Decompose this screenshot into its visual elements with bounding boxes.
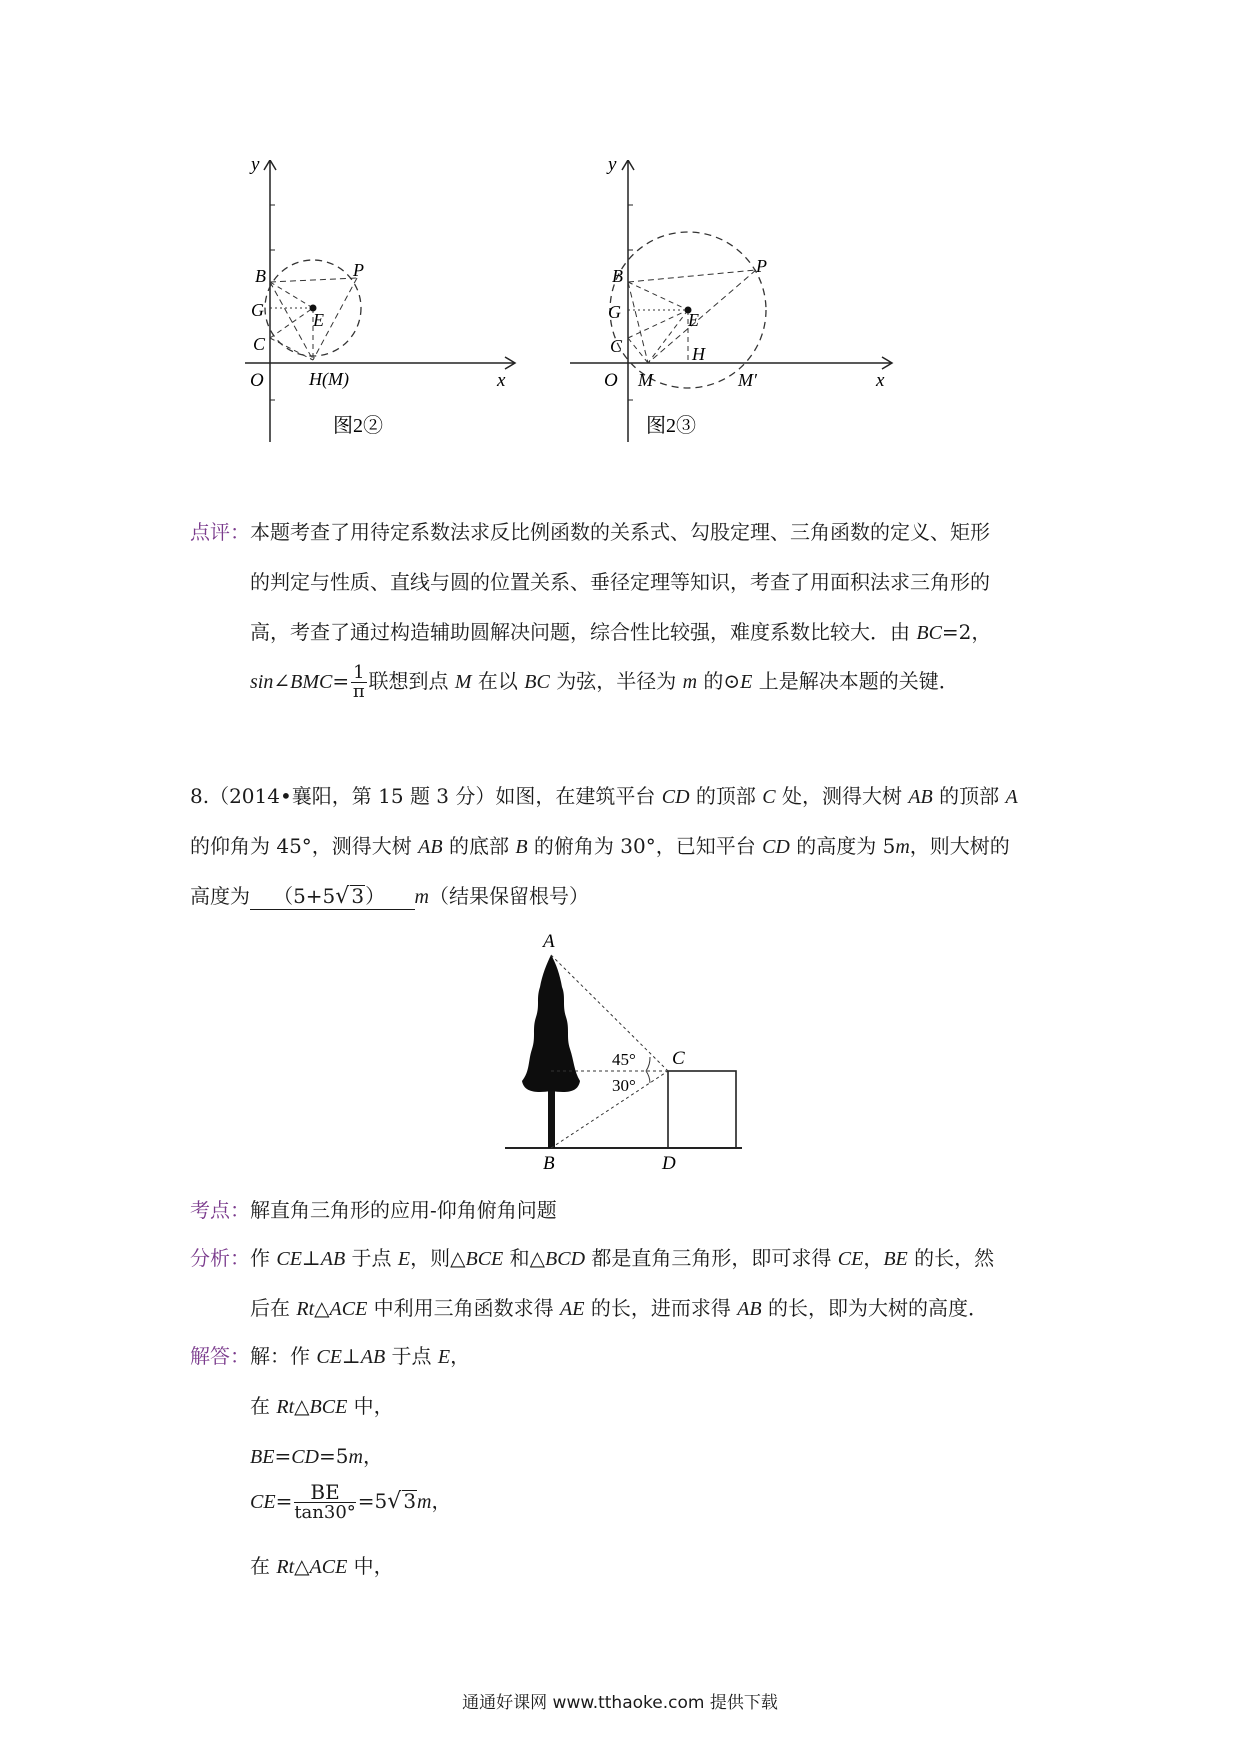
jieda-line-1: 解答：解：作 CE⊥AB 于点 E， [190,1344,471,1368]
jieda-line-3: BE=CD=5m， [250,1444,383,1468]
fig23-label-M: M [638,370,653,390]
kaodian-line: 考点：解直角三角形的应用-仰角俯角问题 [190,1198,557,1222]
fig23-label-O: O [604,370,618,391]
fig23-label-x: x [876,370,885,391]
jieda-line-2: 在 Rt△BCE 中， [250,1394,394,1418]
fig23-label-B: B [612,266,623,286]
fig22-caption: 图2② [333,415,383,437]
fig22-label-x: x [497,370,506,391]
fig22-BP [270,278,357,282]
fenxi-line-1: 分析：作 CE⊥AB 于点 E，则△BCE 和△BCD 都是直角三角形，即可求得 CE，BE 的长，然 [190,1246,995,1270]
tree-trunk [548,1085,555,1148]
figure-2-2 [245,160,520,450]
q8-line-1: 8.（2014•襄阳，第 15 题 3 分）如图，在建筑平台 CD 的顶部 C 处，测得大树 AB 的顶部 A [190,784,1018,808]
tree-label-B: B [543,1153,555,1174]
q8-line-3: 高度为 （5+5√ 3） m（结果保留根号） [190,884,589,909]
jieda-label: 解答 [190,1344,230,1368]
fig23-label-y: y [608,160,617,175]
review-label: 点评 [190,520,230,544]
fig23-label-P: P [756,256,767,276]
fig23-label-G: G [608,302,621,322]
review-line-4: sin∠BMC= $\frac{1}{\pi}$ 联想到点 M 在以 BC 为弦，半径为 m 的⊙E 上是解决本题的关键． [250,662,959,702]
fenxi-line-2: 后在 Rt△ACE 中利用三角函数求得 AE 的长，进而求得 AB 的长，即为大树的高度． [250,1296,988,1320]
sqrt-icon: √ [335,884,350,909]
figure-2-2-svg [245,160,520,450]
review-fraction: $\frac{1}{\pi}$ [352,662,365,702]
figure-2-3 [560,160,900,450]
tree-figure-svg [500,925,760,1175]
kaodian-label: 考点 [190,1198,230,1222]
fig23-label-E: E [688,310,699,330]
page-footer: 通通好课网 www.tthaoke.com 提供下载 [462,1693,778,1713]
platform-CD [668,1071,736,1148]
q8-answer-blank: （5+5√ 3） [250,884,415,910]
fig22-label-O: O [250,370,264,391]
tree-label-D: D [662,1153,676,1174]
fig22-label-B: B [255,266,266,286]
tree-angle-45: 45° [612,1050,636,1069]
fig22-label-G: G [251,300,264,320]
tree-angle-30: 30° [612,1076,636,1095]
fig23-label-C: C [610,336,623,356]
jieda-line-4: CE= $\frac{BE}{\tan 30^\circ}$ =5√ 3m， [250,1480,452,1523]
jieda-fraction: $\frac{BE}{\tan 30^\circ}$ [294,1480,356,1523]
fig22-label-y: y [251,160,260,175]
review-line-3: 高，考查了通过构造辅助圆解决问题，综合性比较强，难度系数比较大．由 BC=2， [250,620,992,644]
q8-line-2: 的仰角为 45°，测得大树 AB 的底部 B 的俯角为 30°，已知平台 CD 的高度为 5m，则大树的 [190,834,1010,858]
fig22-label-HM: H(M) [309,369,349,389]
fig22-label-C: C [253,334,266,354]
sqrt-icon: √ [387,1489,402,1514]
review-line-2: 的判定与性质、直线与圆的位置关系、垂径定理等知识，考查了用面积法求三角形的 [250,570,990,594]
fig23-label-Mp: M′ [738,370,757,390]
fig23-label-H: H [692,344,705,364]
review-line-1: 点评：本题考查了用待定系数法求反比例函数的关系式、勾股定理、三角函数的定义、矩形 [190,520,990,544]
jieda-line-5: 在 Rt△ACE 中， [250,1554,394,1578]
tree-label-C: C [672,1048,685,1069]
fig23-caption: 图2③ [646,415,696,437]
figure-2-3-svg [560,160,900,450]
fig22-label-E: E [313,310,324,330]
fig22-label-P: P [353,260,364,280]
tree-label-A: A [543,931,555,952]
fenxi-label: 分析 [190,1246,230,1270]
tree-figure [500,925,760,1175]
